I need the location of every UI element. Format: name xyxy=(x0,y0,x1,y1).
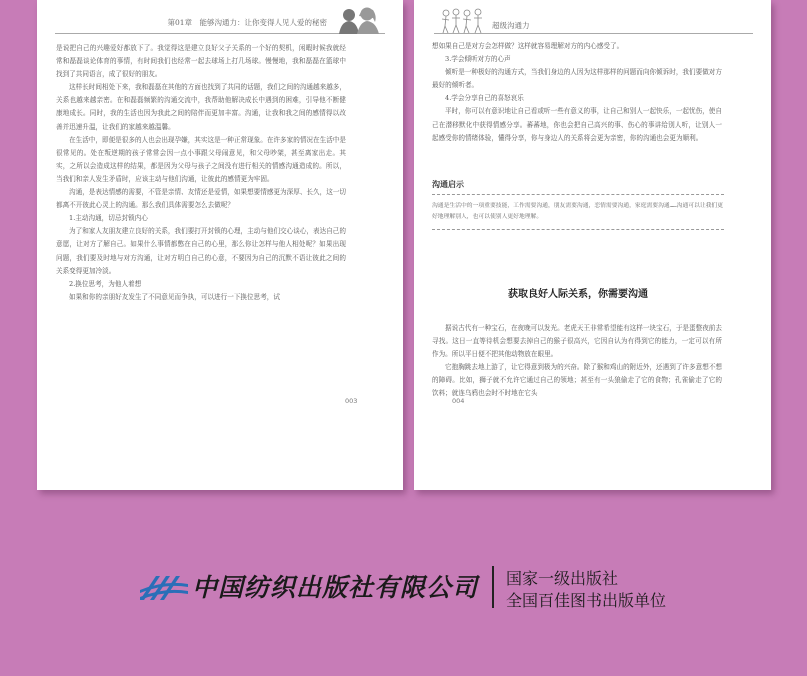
couple-silhouette-icon xyxy=(335,6,381,34)
subheading: 3.学会倾听对方的心声 xyxy=(445,55,511,64)
publisher-logo-icon xyxy=(138,570,190,606)
paragraph: 是说把自己的兴趣爱好都放下了。我觉得这是建立良好父子关系的一个好的契机，闲暇时候我就经常和磊磊谈论体育的事情，有时间我们也经常一起去球场上打几场球。慢慢地，我和磊磊在篮球中找到了共同语言，成了很好的朋友。 xyxy=(56,44,346,79)
paragraph: 这样长时间相处下来，我和磊磊在其他的方面也找到了共同的话题，我们之间的沟通越来越多，关系也越来越亲密。在和磊磊频繁的沟通交流中，我帮助他解决成长中遇到的困难，引导他不断健康地成长。同时，我的生活也因为我此之间的陪伴而更加丰富。沟通，让我和我之间的感情得以改善并迅速升温，让我们的家越来越温馨。 xyxy=(56,83,346,131)
tip-box xyxy=(432,179,724,230)
publisher-footer xyxy=(0,560,807,620)
publisher-name: 中国纺织出版社有限公司 xyxy=(192,573,479,602)
tip-text: 沟通是生活中的一项重要技能，工作需要沟通，朋友需要沟通，恋情需要沟通，家庭需要沟通……沟通可以让我们更好地理解别人，也可以使别人更好地理解。 xyxy=(432,201,724,230)
paragraph: 如果和你的亲朋好友发生了不同意见而争执，可以进行一下换位思考，试 xyxy=(69,292,280,301)
subheading: 4.学会分享自己的喜怒哀乐 xyxy=(445,94,524,103)
page-number: 004 xyxy=(452,397,465,405)
publisher-tagline-2: 全国百佳图书出版单位 xyxy=(506,591,667,610)
footer-divider xyxy=(492,566,494,608)
paragraph: 倾听是一种极好的沟通方式，当我们身边的人因为这样那样的问题而向你倾诉时，我们要做对方最好的倾听者。 xyxy=(432,68,722,90)
paragraph: 它抱胸跳去地上游了，让它得意到极为的兴奋。除了猴和鸡山的附近外，还遇到了许多意想不想的障碍。比如，狮子就不允许它通过自己的领地；甚至有一头狼偷走了它的食物；孔雀偷走了它的饮料；就连乌鸦也会时不时地在它头 xyxy=(432,363,722,398)
left-header-title: 第01章 能够沟通力：让你变得人见人爱的秘密 xyxy=(167,18,327,27)
publisher-tagline-1: 国家一级出版社 xyxy=(506,569,619,588)
paragraph: 想如果自己是对方会怎样做？这样就容易理解对方的内心感受了。 xyxy=(432,42,624,50)
paragraph: 平时，你可以有意识地让自己看或听一些有意义的事，让自己和别人一起快乐，一起忧伤，使自己在潜移默化中获得情感分享。蕃蕃地，你也会把自己高兴的事、伤心的事讲给别人听，让别人一起感受你的情绪体验，懂得分享，你与身边人的关系将会更为亲密，你的沟通也会更为顺利。 xyxy=(432,107,722,142)
subheading: 1.主动沟通，切忌封锁内心 xyxy=(69,214,148,223)
tip-heading: 沟通启示 xyxy=(432,179,724,195)
right-page-body-top xyxy=(432,40,722,145)
paragraph: 在生活中，即便是很多的人也会出现孕嫌，其实这是一种正常现象。在许多家的情况在生活中是很常见的。处在叛逆期的孩子常常会因一点小事跟父母闹意见，和父母吵架，甚至离家出走。其实，之所以会造成这样的结果，都是因为父母与孩子之间没有进行相关的情感沟通造成的。所以，当我们和亲人发生矛盾时，应该主动与他们沟通，让彼此的感情更为牢固。 xyxy=(56,135,346,183)
paragraph: 据说古代有一种宝石，在夜晚可以发光。老虎天王非常希望能有这样一块宝石，于是蛋整夜前去寻找。这日一直等待机会想要去掉自己的猴子很高兴，它因自认为有得到它的能力，一定可以有所作为。所以平日便不把其他动物放在眼里。 xyxy=(432,324,722,359)
left-page-body xyxy=(56,42,346,304)
sketch-figures-icon xyxy=(438,8,488,34)
page-number: 003 xyxy=(345,397,358,405)
paragraph: 沟通，是表达情感的需要，不管是亲情、友情还是爱情，如果想要情感更为深厚、长久，这一切都离不开彼此心灵上的沟通。那么我们具体需要怎么去做呢？ xyxy=(56,188,346,210)
right-header-title: 超级沟通力 xyxy=(492,21,530,30)
section-title: 获取良好人际关系，你需要沟通 xyxy=(508,289,648,300)
right-page-body-bottom xyxy=(432,322,722,401)
paragraph: 为了和家人友朋友建立良好的关系，我们要打开封锁的心理，主动与他们交心谈心，表达自己的意愿，让对方了解自己。如果什么事情都憋在自己的心里，那么你让怎样与他人相处呢？如果出现问题，我们要及时地与对方沟通，让对方明白自己的心意，不要因为自己的沉默不语让彼此之间的关系变得更加冷淡。 xyxy=(56,227,346,275)
subheading: 2.换位思考，为他人着想 xyxy=(69,279,142,288)
left-page-header xyxy=(55,12,385,34)
right-page-header xyxy=(434,8,753,34)
